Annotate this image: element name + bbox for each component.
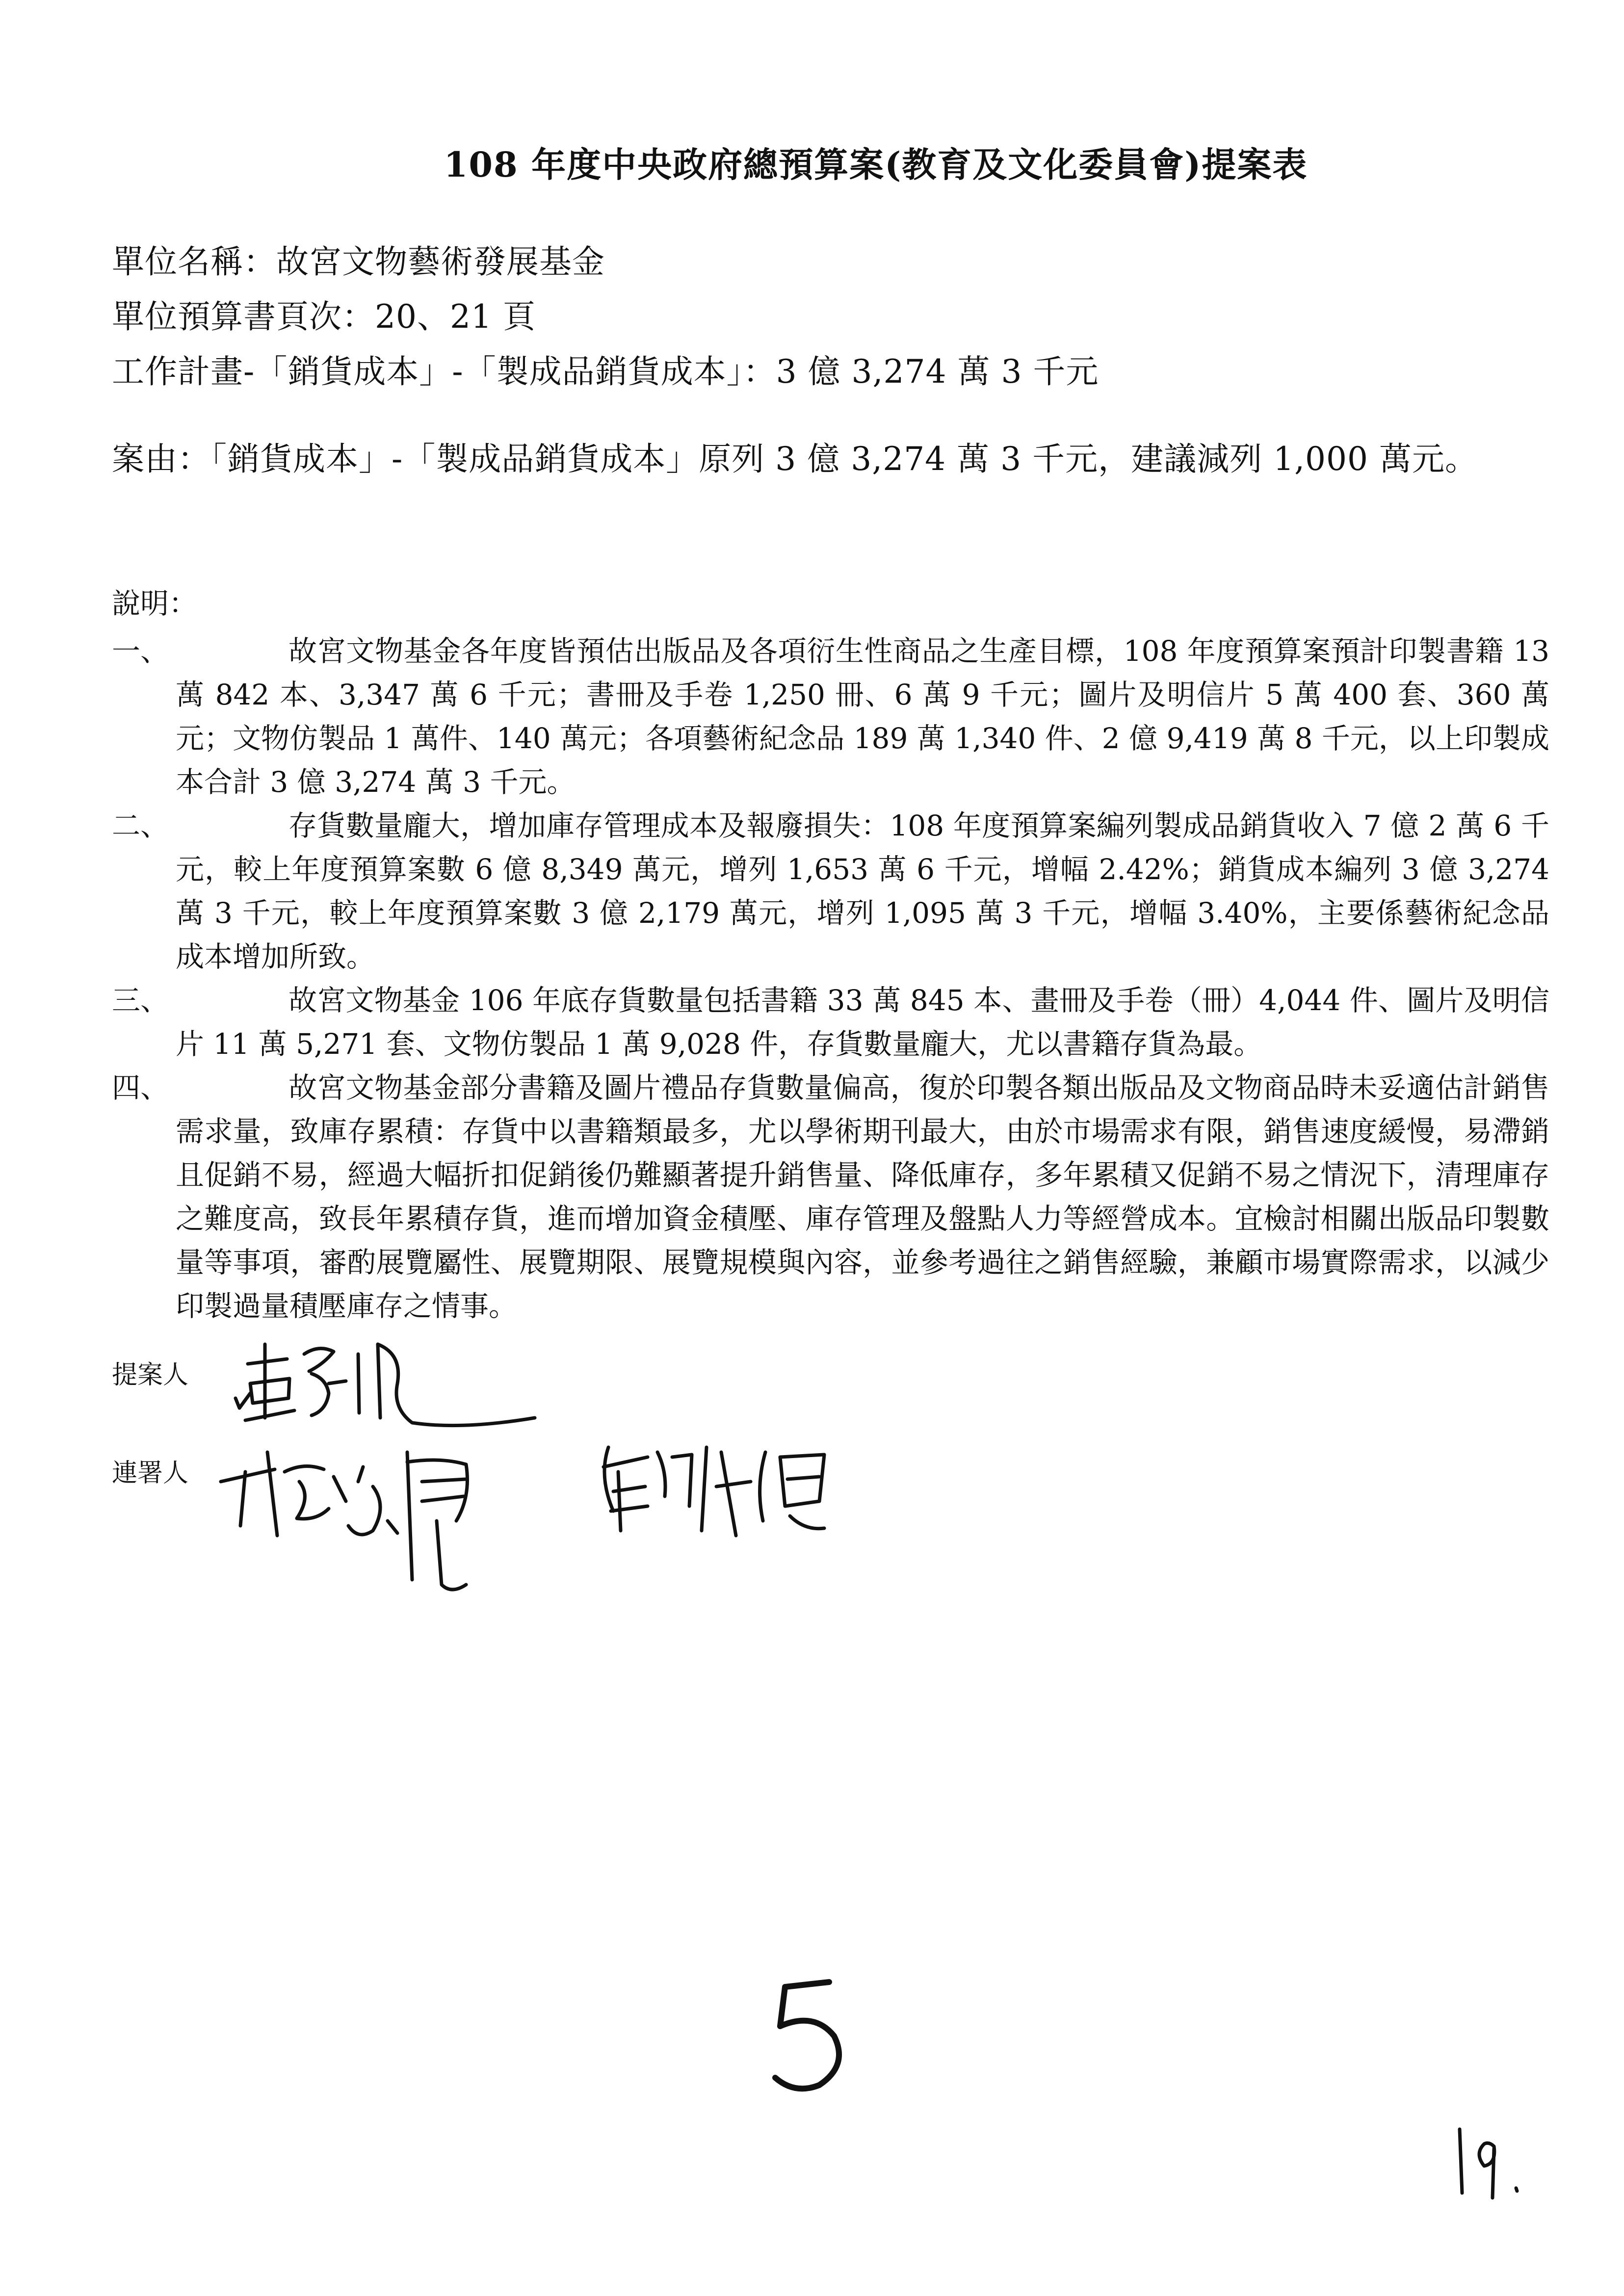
proposer-label: 提案人 [112,1360,189,1390]
item-text: 故宮文物基金 106 年底存貨數量包括書籍 33 萬 845 本、畫冊及手卷（冊）4,044 件、圖片及明信片 11 萬 5,271 套、文物仿製品 1 萬 9,028 件，存貨數量龐大，尤以書籍存貨為最。 [176,984,1549,1061]
case-text: 「銷貨成本」-「製成品銷貨成本」原列 3 億 3,274 萬 3 千元，建議減列 1,000 萬元。 [210,440,1478,478]
item-text: 故宮文物基金部分書籍及圖片禮品存貨數量偏高，復於印製各類出版品及文物商品時未妥適估計銷售需求量，致庫存累積：存貨中以書籍類最多，尤以學術期刊最大，由於市場需求有限，銷售速度緩慢，易滯銷且促銷不易，經過大幅折扣促銷後仍難顯著提升銷售量、降低庫存，多年累積又促銷不易之情況下，清理庫存之難度高，致長年累積存貨，進而增加資金積壓、庫存管理及盤點人力等經營成本。宜檢討相關出版品印製數量等事項，審酌展覽屬性、展覽期限、展覽規模與內容，並參考過往之銷售經驗，兼顧市場實際需求，以減少印製過量積壓庫存之情事。 [176,1071,1549,1323]
handwritten-five [756,1972,864,2100]
unit-name: 單位名稱：故宮文物藝術發展基金 [112,243,605,281]
explanation-section [112,581,1549,1328]
item-text: 存貨數量龐大，增加庫存管理成本及報廢損失：108 年度預算案編列製成品銷貨收入 7 億 2 萬 6 千元，較上年度預算案數 6 億 8,349 萬元，增列 1,653 萬 6 千元，增幅 2.42%；銷貨成本編列 3 億 3,274 萬 3 千元，較上年度預算案數 3 億 2,179 萬元，增列 1,095 萬 3 千元，增幅 3.40%，主要係藝術紀念品成本增加所致。 [176,809,1549,973]
handwritten-signature-proposer [231,1325,545,1437]
work-plan: 工作計畫-「銷貨成本」-「製成品銷貨成本」：3 億 3,274 萬 3 千元 [112,353,1099,391]
item-number: 二、 [112,809,169,842]
handwritten-nineteen [1447,2119,1545,2208]
handwritten-signature-cosigner-1 [211,1423,515,1599]
handwritten-signature-cosigner-2 [594,1433,898,1545]
explanation-item [112,979,1549,1066]
item-number: 一、 [112,634,169,668]
cosigner-row [112,1452,188,1489]
document-title: 108 年度中央政府總預算案(教育及文化委員會)提案表 [444,144,1308,185]
item-text: 故宮文物基金各年度皆預估出版品及各項衍生性商品之生產目標，108 年度預算案預計印製書籍 13 萬 842 本、3,347 萬 6 千元；書冊及手卷 1,250 冊、6 萬 9 千元；圖片及明信片 5 萬 400 套、360 萬元；文物仿製品 1 萬件、140 萬元；各項藝術紀念品 189 萬 1,340 件、2 億 9,419 萬 8 千元，以上印製成本合計 3 億 3,274 萬 3 千元。 [176,634,1549,799]
item-number: 三、 [112,984,169,1017]
explanation-item [112,804,1549,979]
document-meta [112,235,1099,399]
cosigner-signature-1 [211,1423,515,1599]
explanation-item [112,629,1549,804]
handwritten-page-mark [756,1972,864,2102]
case-body [112,432,1545,487]
proposer-row [112,1354,188,1391]
case-section [112,432,1545,487]
cosigner-signature-2 [594,1433,898,1545]
cosigner-label: 連署人 [112,1459,189,1488]
handwritten-corner-mark [1447,2119,1545,2210]
item-number: 四、 [112,1071,169,1104]
case-label: 案由： [112,440,210,478]
budget-pages: 單位預算書頁次：20、21 頁 [112,298,536,336]
proposer-signature [231,1325,545,1437]
explanation-label: 說明： [112,587,198,620]
explanation-item [112,1066,1549,1328]
